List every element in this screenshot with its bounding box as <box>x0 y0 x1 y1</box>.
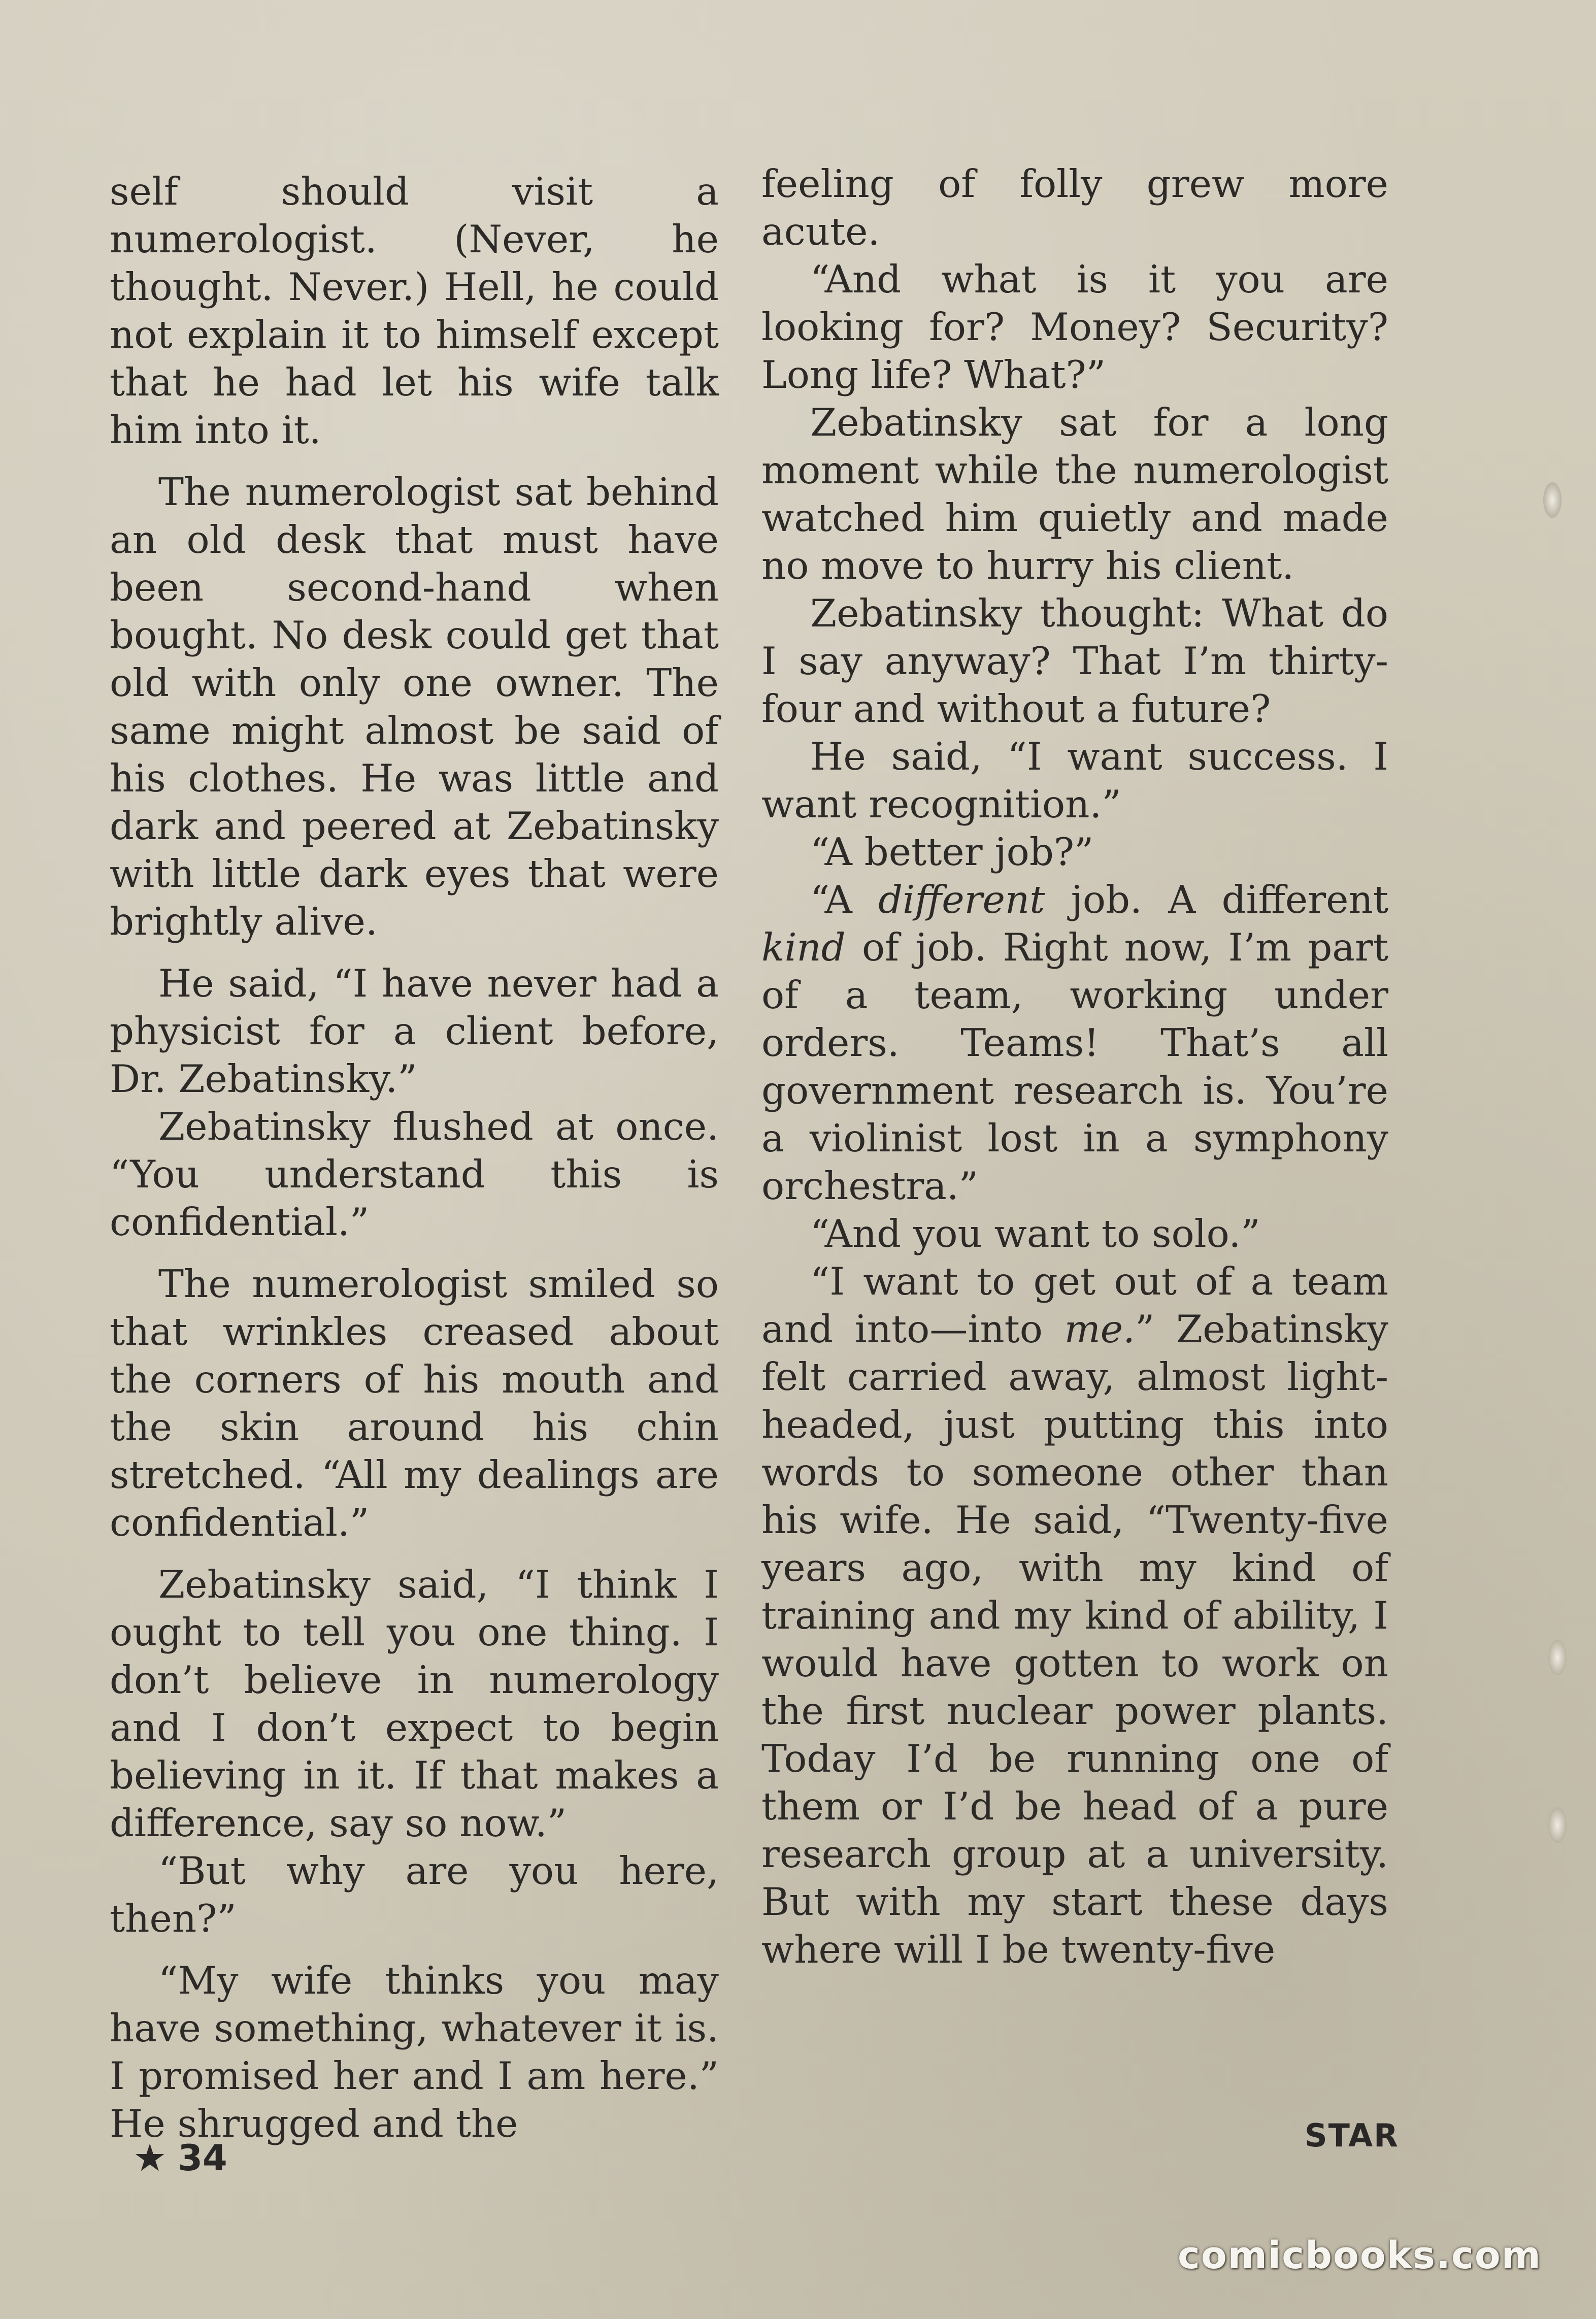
paragraph: He said, “I have never had a physicist for a client before, Dr. Zebatinsky.” <box>110 961 719 1101</box>
paragraph: The numerologist sat behind an old desk that must have been second-hand when bought. No desk could get that old with only one owner. The same might almost be said of his clothes. He was little and dark and peered at Zebatinsky with little dark eyes that were brightly alive. <box>110 470 719 944</box>
text-run: of job. Right now, I’m part of a team, working under orders. Teams! That’s all government research is. You’re a violinist lost in a symphony orchestra.” <box>761 925 1388 1208</box>
text-run: job. A different <box>1045 877 1388 922</box>
emphasis-text: different <box>878 877 1045 922</box>
text-run: “I want to get out of a team and into—into <box>761 1259 1388 1351</box>
paragraph: Zebatinsky sat for a long moment while the numerologist watched him quietly and made no move to hurry his client. <box>761 400 1388 588</box>
page-number <box>133 2137 227 2179</box>
left-column <box>110 168 719 2147</box>
paragraph: “And what is it you are looking for? Money? Security? Long life? What?” <box>761 257 1388 397</box>
emphasis-text: me. <box>1064 1307 1135 1351</box>
magazine-name: STAR <box>1305 2117 1399 2154</box>
paragraph: “But why are you here, then?” <box>110 1848 719 1941</box>
star-icon: ★ <box>133 2136 167 2180</box>
paragraph: He said, “I want success. I want recognition.” <box>761 734 1388 826</box>
staple-hole <box>1548 1640 1567 1675</box>
paragraph <box>761 876 1388 1210</box>
paragraph: “My wife thinks you may have something, whatever it is. I promised her and I am here.” He shrugged and the <box>110 1958 719 2146</box>
paragraph: “And you want to solo.” <box>810 1211 1260 1256</box>
emphasis-text: kind <box>761 925 846 970</box>
paragraph: Zebatinsky thought: What do I say anyway? That I’m thirty-four and without a future? <box>761 591 1388 731</box>
paragraph: “A better job?” <box>810 830 1094 874</box>
text-run: “A <box>810 877 879 922</box>
paragraph: Zebatinsky flushed at once. “You understand this is confidential.” <box>110 1104 719 1244</box>
right-column <box>761 160 1388 1973</box>
staple-hole <box>1548 1807 1567 1843</box>
text-run: ” Zebatinsky felt carried away, almost light-headed, just putting this into words to someone other than his wife. He said, “Twenty-five years ago, with my kind of training and my kind of ability, I would have gotten to work on the first nuclear power plants. Today I’d be running one of them or I’d be head of a pure research group at a university. But with my start these days where will I be twenty-five <box>761 1307 1389 1972</box>
paragraph: The numerologist smiled so that wrinkles creased about the corners of his mouth and the skin around his chin stretched. “All my dealings are confidential.” <box>110 1262 719 1545</box>
staple-hole <box>1543 482 1561 518</box>
page-number-text: 34 <box>178 2137 227 2179</box>
paragraph: self should visit a numerologist. (Never, he thought. Never.) Hell, he could not explain it to himself except that he had let his wife talk him into it. <box>110 169 719 452</box>
paragraph: feeling of folly grew more acute. <box>761 161 1388 254</box>
paragraph: Zebatinsky said, “I think I ought to tell you one thing. I don’t believe in numerology and I don’t expect to begin believing in it. If that makes a difference, say so now.” <box>110 1562 719 1845</box>
watermark: comicbooks.com <box>1178 2234 1542 2277</box>
paragraph <box>761 1257 1388 1973</box>
